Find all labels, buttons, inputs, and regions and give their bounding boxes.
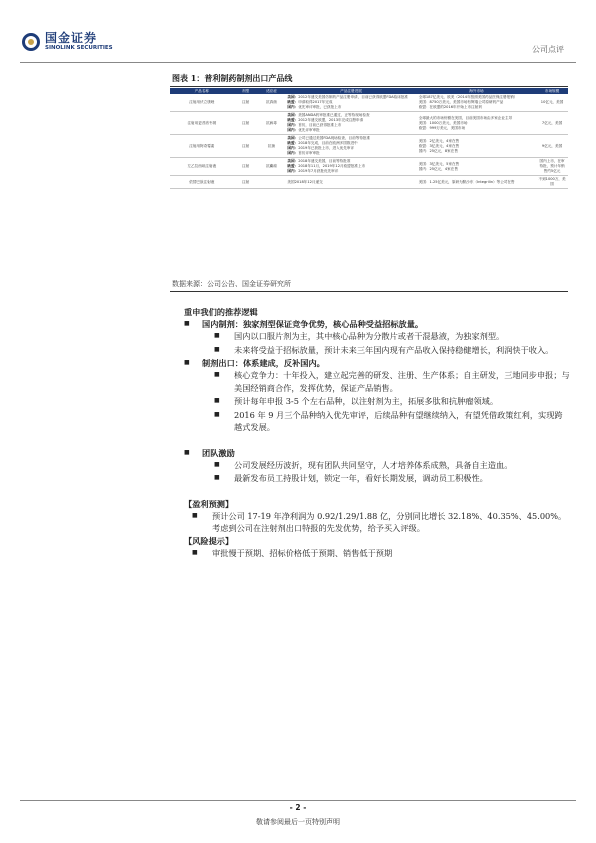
progress-text: 2019年已获批上市，进入优先审评: [298, 146, 355, 150]
logic-subpoint-text: 最新发布员工持股计划，锁定一年，看好长期发展，调动员工积极性。: [234, 473, 488, 483]
table-cell: 左乙拉西坦注射液: [170, 158, 234, 176]
progress-text: 首仿评审审批: [298, 151, 320, 155]
logic-subpoint-text: 未来将受益于招标放量，预计未来三年国内现有产品收入保持稳健增长，利润快于收入。: [234, 344, 554, 355]
table-cell: 注射: [234, 112, 258, 135]
table-column-header: 适应症: [258, 88, 286, 94]
progress-text: 美国2018年12月递交: [287, 179, 323, 184]
market-line: 美国：3亿美元，5家在售: [418, 161, 460, 166]
risk-text: 审批慢于预期、招标价格低于预期、销售低于预期: [212, 547, 393, 558]
logic-heading-text: 团队激励: [202, 447, 235, 458]
table-cell: 注射用阿奇霉素: [170, 135, 234, 158]
logic-heading-text: 制剂出口：体系建成，反补国内。: [202, 358, 325, 368]
progress-line: [287, 128, 414, 133]
table-row: [170, 176, 568, 189]
table-cell: 7亿元，美国: [536, 112, 568, 135]
logic-subpoint-text: 2016 年 9 月三个品种纳入优先审评，后续品种有望继续纳入，有望凭借政策红利，实现跨越式发展。: [234, 409, 563, 432]
region-label: 国内：: [287, 128, 299, 132]
progress-text: 2018年递交美国，目前等待批准: [298, 159, 351, 163]
logic-heading: [184, 357, 570, 369]
bullet-square-icon: ■: [214, 345, 220, 353]
table-row: [170, 158, 568, 176]
bullet-square-icon: ■: [192, 511, 198, 519]
bullet-square-icon: ■: [214, 397, 220, 404]
region-label: 美国：: [287, 159, 299, 163]
table-cell: 国内上市，在审待批，预计年销售约5亿元: [536, 158, 568, 176]
page-number: - 2 -: [289, 803, 307, 812]
table-cell: [285, 112, 416, 135]
forecast-text: 预计公司 17-19 年净利润为 0.92/1.29/1.88 亿，分别同比增长 32.18%、40.35%、45.00%。考虑到公司在注射剂出口特报的先发优势，给予买入评级。: [212, 510, 567, 533]
region-label: 国内：: [287, 151, 299, 155]
table-cell: 注射: [234, 94, 258, 112]
table-row: [170, 135, 568, 158]
market-line: 欧盟：在欧盟的2016年开始上市注射剂: [418, 105, 482, 109]
bullet-square-icon: ■: [214, 460, 220, 468]
logic-heading: [184, 318, 570, 330]
progress-text: 公司已通过美国FDA现场检查，目前等待批准: [298, 136, 371, 140]
region-label: 欧盟：: [287, 100, 299, 104]
bullet-square-icon: ■: [184, 359, 190, 366]
logic-subpoint: [184, 330, 570, 343]
table-cell: 9亿元，美国: [536, 135, 568, 158]
market-line: 美国：1000万美元，美国市场: [418, 120, 468, 125]
logic-subpoint: [184, 459, 570, 472]
table-cell: [417, 135, 536, 158]
logo-emblem-icon: [22, 33, 40, 51]
section-title: 重申我们的推荐逻辑: [184, 307, 258, 317]
table-cell: 注射用更昔洛韦钠: [170, 112, 234, 135]
logic-subpoint-text: 预计每年申报 3-5 个左右品种，以注射剂为主，拓展多肽和抗肿瘤领域。: [234, 396, 499, 406]
progress-text: 2012年递交欧盟，2013年完成注册申请: [298, 118, 364, 122]
progress-text: 美国ANDA药审批准已通过，正等待现场检查: [298, 113, 370, 117]
bullet-square-icon: ■: [214, 474, 220, 481]
region-label: 欧盟：: [287, 164, 299, 168]
table-row: [170, 112, 568, 135]
logic-subpoint: [184, 409, 570, 434]
logic-heading-text: 国内制剂：独家剂型保证竞争优势，核心品种受益招标放量。: [202, 319, 424, 329]
table-cell: 依替巴肽注射液: [170, 176, 234, 189]
table-cell: [417, 176, 536, 189]
logo-english-name: SINOLINK SECURITIES: [45, 45, 113, 51]
table-cell: 注射: [234, 176, 258, 189]
logic-subpoint-text: 核心竞争力：十年投入，建立起完善的研发、注册、生产体系；自主研发，三地同步申报；与美国经销商合作，发挥优势，保证产品销售。: [234, 370, 570, 393]
market-line: 欧盟：999万美元，美国市场: [418, 125, 466, 130]
table-cell: 注射: [234, 135, 258, 158]
logic-subpoint: [184, 395, 570, 408]
table-column-header: 产品注册进展: [285, 88, 416, 94]
progress-text: 首仿，目前已获得批准上市: [298, 123, 342, 127]
footer-disclaimer: 敬请参阅最后一页特别声明: [256, 818, 340, 826]
progress-text: 优先评审审批: [298, 128, 320, 132]
market-line: 美国：2亿美元，4家在售: [418, 138, 460, 143]
region-label: 美国：: [287, 136, 299, 140]
market-line: 全球最大的市场份额在美国，目前美国市场由多家企业主导: [418, 115, 513, 120]
figure-source: 数据来源：公司公告、国金证券研究所: [172, 280, 291, 288]
table-column-header: 剂型: [234, 88, 258, 94]
region-label: 国内：: [287, 105, 299, 109]
progress-text: 2012年递交美国仿制药产品注册申请，目前已获得欧盟FDA临床批准: [298, 95, 408, 99]
logic-subpoint: [184, 472, 570, 485]
table-cell: [417, 112, 536, 135]
table-column-header: 海外市场: [417, 88, 536, 94]
progress-text: 申请取得2017年完成: [298, 100, 333, 104]
logic-subpoint: [184, 369, 570, 394]
market-line: 全球187亿美元，欧美（2014年按照美国药品医保注册报销）: [418, 95, 518, 99]
progress-line: [287, 105, 414, 110]
table-cell: 注射用伏立康唑: [170, 94, 234, 112]
table-cell: 10亿元，美国: [536, 94, 568, 112]
table-column-header: 产品名称: [170, 88, 234, 94]
header-divider: [20, 62, 576, 63]
progress-text: 2019年7月获批优先审评: [298, 169, 339, 173]
table-cell: [258, 176, 286, 189]
bullet-square-icon: ■: [192, 548, 198, 556]
bullet-square-icon: ■: [214, 332, 220, 339]
table-cell: [285, 135, 416, 158]
logic-subpoint: [184, 344, 570, 357]
table-cell: [285, 158, 416, 176]
table-cell: 抗真菌: [258, 94, 286, 112]
progress-line: [287, 151, 414, 156]
table-cell: 注射: [234, 158, 258, 176]
logic-subpoint-text: 国内以口服片剂为主，其中核心品种为分散片或者干混悬液，为独家剂型。: [234, 331, 505, 341]
market-line: 国内：25亿元，8家在售: [418, 148, 458, 153]
region-label: 国内：: [287, 146, 299, 150]
risk-paragraph: [184, 547, 570, 560]
market-line: 美国：1.25亿美元，原研为默沙东（Integrilin）等公司在售: [418, 179, 515, 184]
logic-heading: [184, 447, 570, 459]
table-cell: [417, 158, 536, 176]
figure-title-divider: [170, 86, 568, 87]
report-body: [184, 306, 570, 559]
market-line: 美国：8750万美元，美国市场有辉瑞公司原研药产品: [418, 100, 504, 104]
figure-source-divider: [170, 291, 568, 292]
table-cell: 抗菌: [258, 135, 286, 158]
progress-text: 优先审评审批，已获批上市: [298, 105, 342, 109]
region-label: 国内：: [287, 123, 299, 127]
region-label: 国内：: [287, 169, 299, 173]
table-cell: 抗癫痫: [258, 158, 286, 176]
bullet-square-icon: ■: [184, 320, 190, 327]
table-cell: [417, 94, 536, 112]
bullet-square-icon: ■: [184, 448, 190, 456]
table-cell: [285, 94, 416, 112]
progress-text: 2018年完成，目前在欧洲多国推进中: [298, 141, 358, 145]
risk-title: 【风险提示】: [184, 535, 234, 546]
market-line: 欧盟：3亿美元，4家在售: [418, 143, 460, 148]
progress-line: [287, 180, 414, 185]
market-line: 国内：25亿元，4家在售: [418, 166, 458, 171]
table-cell: 抗病毒: [258, 112, 286, 135]
table-column-header: 市场规模: [536, 88, 568, 94]
region-label: 欧盟：: [287, 118, 299, 122]
region-label: 美国：: [287, 113, 299, 117]
table-cell: [285, 176, 416, 189]
bullet-square-icon: ■: [214, 410, 220, 418]
forecast-paragraph: [184, 510, 570, 535]
company-logo: [22, 32, 113, 52]
region-label: 欧盟：: [287, 141, 299, 145]
product-pipeline-table: [170, 88, 568, 189]
footer-divider: [20, 800, 576, 801]
progress-text: 2018年11月，2019年12月欧盟批准上市: [298, 164, 366, 168]
figure-title: 图表 1：普利制药制剂出口产品线: [172, 73, 293, 83]
table-cell: 不到1000万，美国: [536, 176, 568, 189]
bullet-square-icon: ■: [214, 371, 220, 378]
region-label: 美国：: [287, 95, 299, 99]
progress-line: [287, 169, 414, 174]
document-type-label: 公司点评: [532, 45, 564, 54]
forecast-title: 【盈利预测】: [184, 498, 234, 509]
logic-subpoint-text: 公司发展经历波折，现有团队共同坚守，人才培养体系成熟，具备自主造血。: [234, 459, 513, 470]
logo-chinese-name: 国金证券: [45, 31, 98, 45]
table-row: [170, 94, 568, 112]
